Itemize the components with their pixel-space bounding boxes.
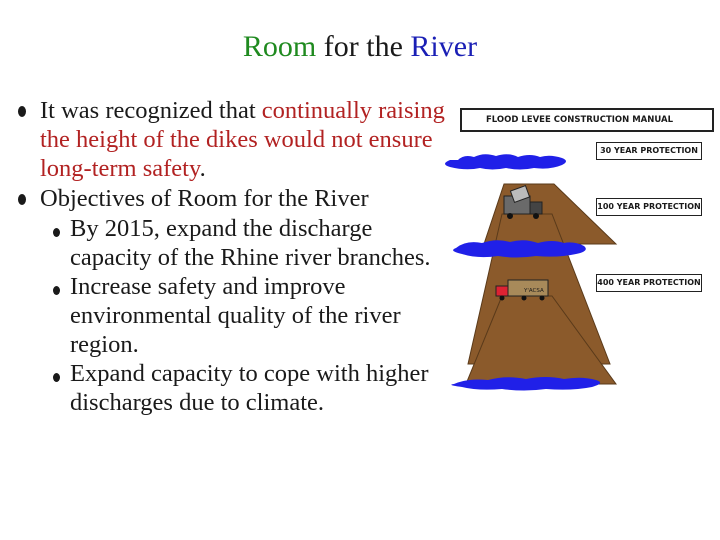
sub-bullet-dot-icon — [53, 228, 60, 237]
bullet-item — [18, 96, 458, 183]
protection-label-100yr: 100 YEAR PROTECTION — [596, 198, 702, 216]
slide-title — [0, 30, 720, 64]
bullet-text: It was recognized that — [40, 97, 262, 124]
sub-bullet-dot-icon — [53, 373, 60, 382]
levee-cartoon — [444, 96, 720, 416]
sub-bullet-item — [18, 359, 458, 417]
sub-bullet-text: By 2015, expand the discharge capacity of the Rhine river branches. — [70, 215, 431, 271]
title-word-room: Room — [242, 30, 317, 63]
sub-bullet-item — [18, 214, 458, 272]
bullet-item — [18, 184, 458, 213]
sub-bullet-item — [18, 272, 458, 359]
bullet-text-end: . — [199, 155, 206, 182]
sub-bullet-text: Increase safety and improve environmental quality of the river region. — [70, 273, 401, 358]
sub-bullet-text: Expand capacity to cope with higher discharges due to climate. — [70, 360, 429, 416]
manual-title-box: FLOOD LEVEE CONSTRUCTION MANUAL — [460, 108, 714, 132]
water-30yr — [445, 154, 566, 169]
truck-label: Y'ACSA — [524, 288, 544, 294]
title-word-river: River — [410, 30, 478, 63]
bullet-dot-icon — [18, 194, 26, 205]
bullet-text: Objectives of Room for the River — [40, 185, 369, 212]
title-word-for-the: for the — [316, 30, 411, 63]
bullet-highlight-text: continually raising the height of the dikes would not ensure long-term safety — [40, 97, 445, 182]
protection-label-30yr: 30 YEAR PROTECTION — [596, 142, 702, 160]
sub-bullet-dot-icon — [53, 286, 60, 295]
water-100yr — [453, 240, 586, 257]
bullet-dot-icon — [18, 106, 26, 117]
protection-label-400yr: 400 YEAR PROTECTION — [596, 274, 702, 292]
bullet-list — [18, 96, 458, 417]
